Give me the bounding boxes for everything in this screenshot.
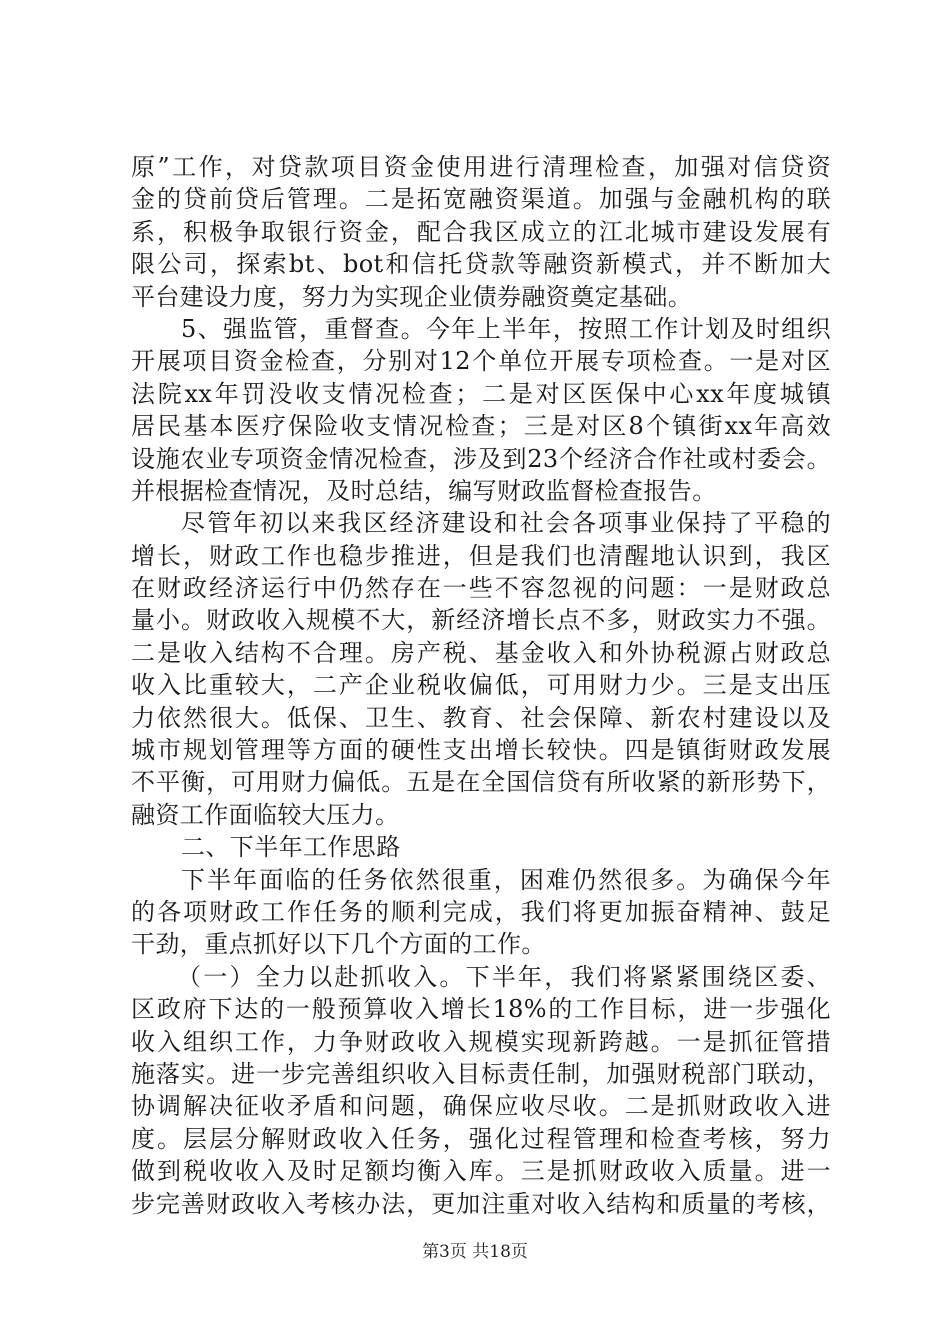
text-line: 设施农业专项资金情况检查，涉及到23个经济合作社或村委会。 bbox=[131, 444, 831, 473]
text-line: 原”工作，对贷款项目资金使用进行清理检查，加强对信贷资 bbox=[131, 153, 831, 181]
text-line: 区政府下达的一般预算收入增长18%的工作目标，进一步强化 bbox=[131, 995, 831, 1024]
page-number: 第3页 共18页 bbox=[422, 1242, 528, 1262]
text-line: 在财政经济运行中仍然存在一些不容忽视的问题：一是财政总 bbox=[131, 574, 831, 603]
text-line: 限公司，探索bt、bot和信托贷款等融资新模式，并不断加大 bbox=[131, 250, 831, 279]
text-line: 收入比重较大，二产企业税收偏低，可用财力少。三是支出压 bbox=[131, 671, 831, 700]
text-line: 并根据检查情况，及时总结，编写财政监督检查报告。 bbox=[131, 476, 717, 505]
text-line: 开展项目资金检查，分别对12个单位开展专项检查。一是对区 bbox=[131, 347, 831, 376]
text-line: 量小。财政收入规模不大，新经济增长点不多，财政实力不强。 bbox=[131, 606, 831, 635]
text-line: 法院xx年罚没收支情况检查；二是对区医保中心xx年度城镇 bbox=[131, 379, 831, 408]
text-line: 平台建设力度，努力为实现企业债券融资奠定基础。 bbox=[131, 282, 693, 311]
text-line: 力依然很大。低保、卫生、教育、社会保障、新农村建设以及 bbox=[131, 703, 831, 732]
text-line: 融资工作面临较大压力。 bbox=[131, 800, 400, 829]
subsection-heading-line: （一）全力以赴抓收入。下半年，我们将紧紧围绕区委、 bbox=[177, 962, 831, 991]
text-line: 居民基本医疗保险收支情况检查；三是对区8个镇街xx年高效 bbox=[131, 412, 831, 441]
text-line: 二是收入结构不合理。房产税、基金收入和外协税源占财政总 bbox=[131, 638, 831, 667]
text-line: 城市规划管理等方面的硬性支出增长较快。四是镇街财政发展 bbox=[131, 736, 831, 765]
text-line: 的各项财政工作任务的顺利完成，我们将更加振奋精神、鼓足 bbox=[131, 897, 831, 926]
page-footer bbox=[0, 1240, 950, 1264]
section-heading: 二、下半年工作思路 bbox=[181, 833, 401, 862]
text-line: 下半年面临的任务依然很重，困难仍然很多。为确保今年 bbox=[181, 865, 831, 894]
text-line: 增长，财政工作也稳步推进，但是我们也清醒地认识到，我区 bbox=[131, 541, 831, 570]
text-line: 做到税收收入及时足额均衡入库。三是抓财政收入质量。进一 bbox=[131, 1157, 831, 1186]
text-line: 金的贷前贷后管理。二是拓宽融资渠道。加强与金融机构的联 bbox=[131, 185, 831, 214]
text-line: 收入组织工作，力争财政收入规模实现新跨越。一是抓征管措 bbox=[131, 1027, 831, 1056]
text-line: 干劲，重点抓好以下几个方面的工作。 bbox=[131, 930, 546, 959]
text-line: 系，积极争取银行资金，配合我区成立的江北城市建设发展有 bbox=[131, 217, 831, 246]
text-line: 协调解决征收矛盾和问题，确保应收尽收。二是抓财政收入进 bbox=[131, 1092, 831, 1121]
document-body bbox=[131, 151, 831, 1220]
text-line: 5、强监管，重督查。今年上半年，按照工作计划及时组织 bbox=[181, 314, 831, 343]
text-line: 度。层层分解财政收入任务，强化过程管理和检查考核，努力 bbox=[131, 1124, 831, 1153]
text-line: 步完善财政收入考核办法，更加注重对收入结构和质量的考核， bbox=[131, 1189, 831, 1218]
text-line: 施落实。进一步完善组织收入目标责任制，加强财税部门联动， bbox=[131, 1059, 831, 1088]
text-line: 尽管年初以来我区经济建设和社会各项事业保持了平稳的 bbox=[181, 509, 831, 538]
text-line: 不平衡，可用财力偏低。五是在全国信贷有所收紧的新形势下， bbox=[131, 768, 831, 797]
